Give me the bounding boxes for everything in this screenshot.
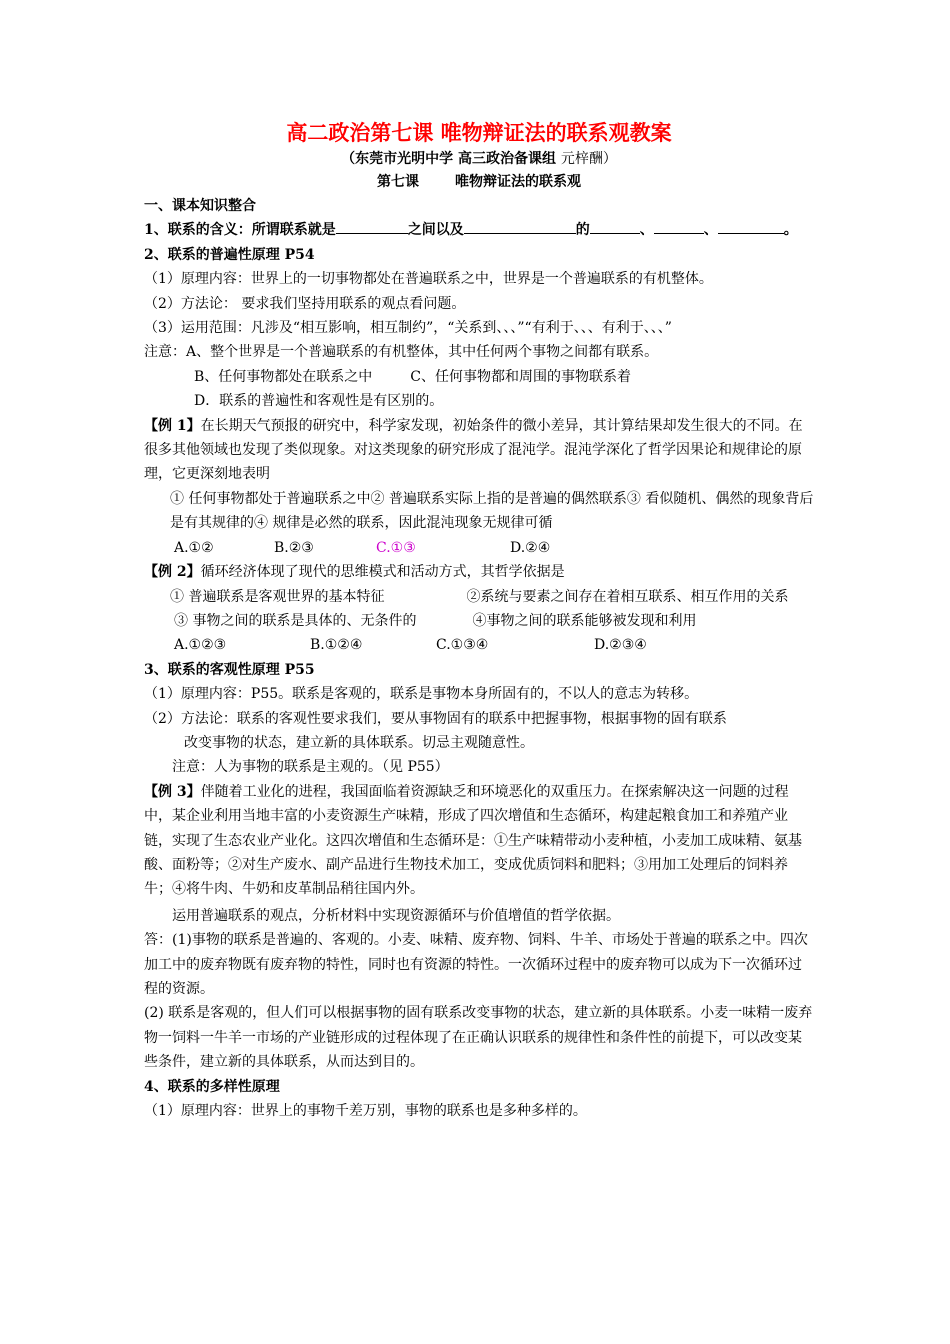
example2-option-d[interactable]: D.②③④	[594, 637, 647, 654]
example2-statements-12	[144, 585, 814, 609]
document-subtitle	[144, 148, 814, 170]
example2-label: 【例 2】	[144, 564, 201, 581]
example1-option-c[interactable]: C.①③	[376, 539, 416, 556]
section3-heading: 3、联系的客观性原理 P55	[144, 661, 315, 678]
blank-1	[336, 219, 408, 234]
blank-3	[590, 219, 640, 234]
example1-option-b[interactable]: B.②③	[274, 539, 314, 556]
section2-note-d: D．联系的普遍性和客观性是有区别的。	[194, 393, 444, 410]
definition-line	[144, 218, 814, 242]
example2-options	[144, 633, 814, 657]
example3-question: 运用普遍联系的观点，分析材料中实现资源循环与价值增值的哲学依据。	[172, 907, 620, 924]
example1-option-d[interactable]: D.②④	[510, 539, 551, 556]
example2-option-a[interactable]: A.①②③	[174, 637, 227, 654]
example1-body: 在长期天气预报的研究中，科学家发现，初始条件的微小差异，其计算结果却发生很大的不同。在很多其他领域也发现了类似现象。对这类现象的研究形成了混沌学。混沌学深化了哲学因果论和规律论的原理，它更深刻地表明	[144, 417, 803, 483]
example2-stmt-3: ③ 事物之间的联系是具体的、无条件的	[174, 612, 417, 629]
lesson-number: 第七课	[377, 174, 419, 190]
section3-attention: 注意：人为事物的联系是主观的。（见 P55）	[172, 759, 449, 776]
example1-label: 【例 1】	[144, 417, 201, 434]
def-sep-1: 、	[639, 222, 654, 239]
example3-text	[144, 780, 814, 902]
example2-body: 循环经济体现了现代的思维模式和活动方式，其哲学依据是	[200, 564, 565, 581]
document-page	[144, 118, 814, 1123]
example3-label: 【例 3】	[144, 783, 201, 800]
note-c: C、任何事物都和周围的事物联系着	[410, 368, 632, 385]
document-title: 高二政治第七课 唯物辩证法的联系观教案	[286, 120, 672, 145]
section2-note-bc	[144, 365, 814, 389]
section3-method-cont: 改变事物的状态，建立新的具体联系。切忌主观随意性。	[184, 734, 534, 751]
def-end: 。	[783, 222, 798, 239]
section4-principle: （1）原理内容：世界上的事物千差万别，事物的联系也是多种多样的。	[144, 1103, 587, 1120]
section2-method: （2）方法论： 要求我们坚持用联系的观点看问题。	[144, 295, 466, 312]
example2-stmt-1: ① 普遍联系是客观世界的基本特征	[170, 588, 385, 605]
example3-answer-2: (2) 联系是客观的，但人们可以根据事物的固有联系改变事物的状态，建立新的具体联系。小麦一味精一废弃物一饲料一牛羊一市场的产业链形成的过程体现了在正确认识联系的规律性和条件性的前提下，可以改变某些条件，建立新的具体联系，从而达到目的。	[144, 1005, 813, 1071]
example2-option-c[interactable]: C.①③④	[436, 637, 489, 654]
example2-text	[144, 560, 814, 584]
blank-2	[464, 219, 576, 234]
section1-heading: 一、课本知识整合	[144, 198, 256, 214]
example1-option-a[interactable]: A.①②	[174, 539, 214, 556]
note-b: B、任何事物都处在联系之中	[194, 368, 373, 385]
example1-options	[144, 536, 814, 560]
section2-principle: （1）原理内容：世界上的一切事物都处在普遍联系之中，世界是一个普遍联系的有机整体。	[144, 271, 713, 288]
blank-5	[718, 219, 784, 234]
def-sep-2: 、	[703, 222, 718, 239]
example1-statements: ① 任何事物都处于普遍联系之中② 普遍联系实际上指的是普遍的偶然联系③ 看似随机、偶然的现象背后是有其规律的④ 规律是必然的联系，因此混沌现象无规律可循	[170, 490, 814, 532]
section3-principle: （1）原理内容：P55。联系是客观的，联系是事物本身所固有的，不以人的意志为转移。	[144, 686, 699, 703]
section4-heading: 4、联系的多样性原理	[144, 1078, 280, 1095]
def-part-b: 之间以及	[407, 222, 464, 239]
subtitle-school: （东莞市光明中学 高三政治备课组	[341, 151, 556, 167]
blank-4	[654, 219, 704, 234]
example3-answer-1: 答：(1)事物的联系是普遍的、客观的。小麦、味精、废弃物、饲料、牛羊、市场处于普遍的联系之中。四次加工中的废弃物既有废弃物的特性，同时也有资源的特性。一次循环过程中的废弃物可以成为下一次循环过程的资源。	[144, 932, 808, 997]
example2-statements-34	[144, 609, 814, 633]
section3-method: （2）方法论：联系的客观性要求我们，要从事物固有的联系中把握事物，根据事物的固有联系	[144, 710, 727, 727]
def-part-a: 1、联系的含义：所谓联系就是	[144, 222, 336, 239]
section2-scope: （3）运用范围：凡涉及“相互影响，相互制约”，“关系到、、、”“有利于、、、有利于、、、”	[144, 320, 672, 337]
subtitle-author: 元梓酬）	[560, 151, 617, 167]
section2-note-a: 注意：A、整个世界是一个普遍联系的有机整体，其中任何两个事物之间都有联系。	[144, 344, 659, 361]
example1-text	[144, 414, 814, 487]
def-part-c: 的	[575, 222, 590, 239]
section2-heading: 2、联系的普遍性原理 P54	[144, 246, 315, 263]
lesson-title: 唯物辩证法的联系观	[455, 174, 581, 190]
example3-body: 伴随着工业化的进程，我国面临着资源缺乏和环境恶化的双重压力。在探索解决这一问题的过程中，某企业利用当地丰富的小麦资源生产味精，形成了四次增值和生态循环，构建起粮食加工和养殖产业链，实现了生态农业产业化。这四次增值和生态循环是：①生产味精带动小麦种植，小麦加工成味精、氨基酸、面粉等；②对生产废水、副产品进行生物技术加工，变成优质饲料和肥料；③用加工处理后的饲料养牛；④将牛肉、牛奶和皮革制品稍往国内外。	[144, 783, 802, 898]
example2-stmt-4: ④事物之间的联系能够被发现和利用	[472, 612, 697, 629]
lesson-heading	[144, 170, 814, 194]
example2-stmt-2: ②系统与要素之间存在着相互联系、相互作用的关系	[466, 588, 789, 605]
example2-option-b[interactable]: B.①②④	[310, 637, 363, 654]
